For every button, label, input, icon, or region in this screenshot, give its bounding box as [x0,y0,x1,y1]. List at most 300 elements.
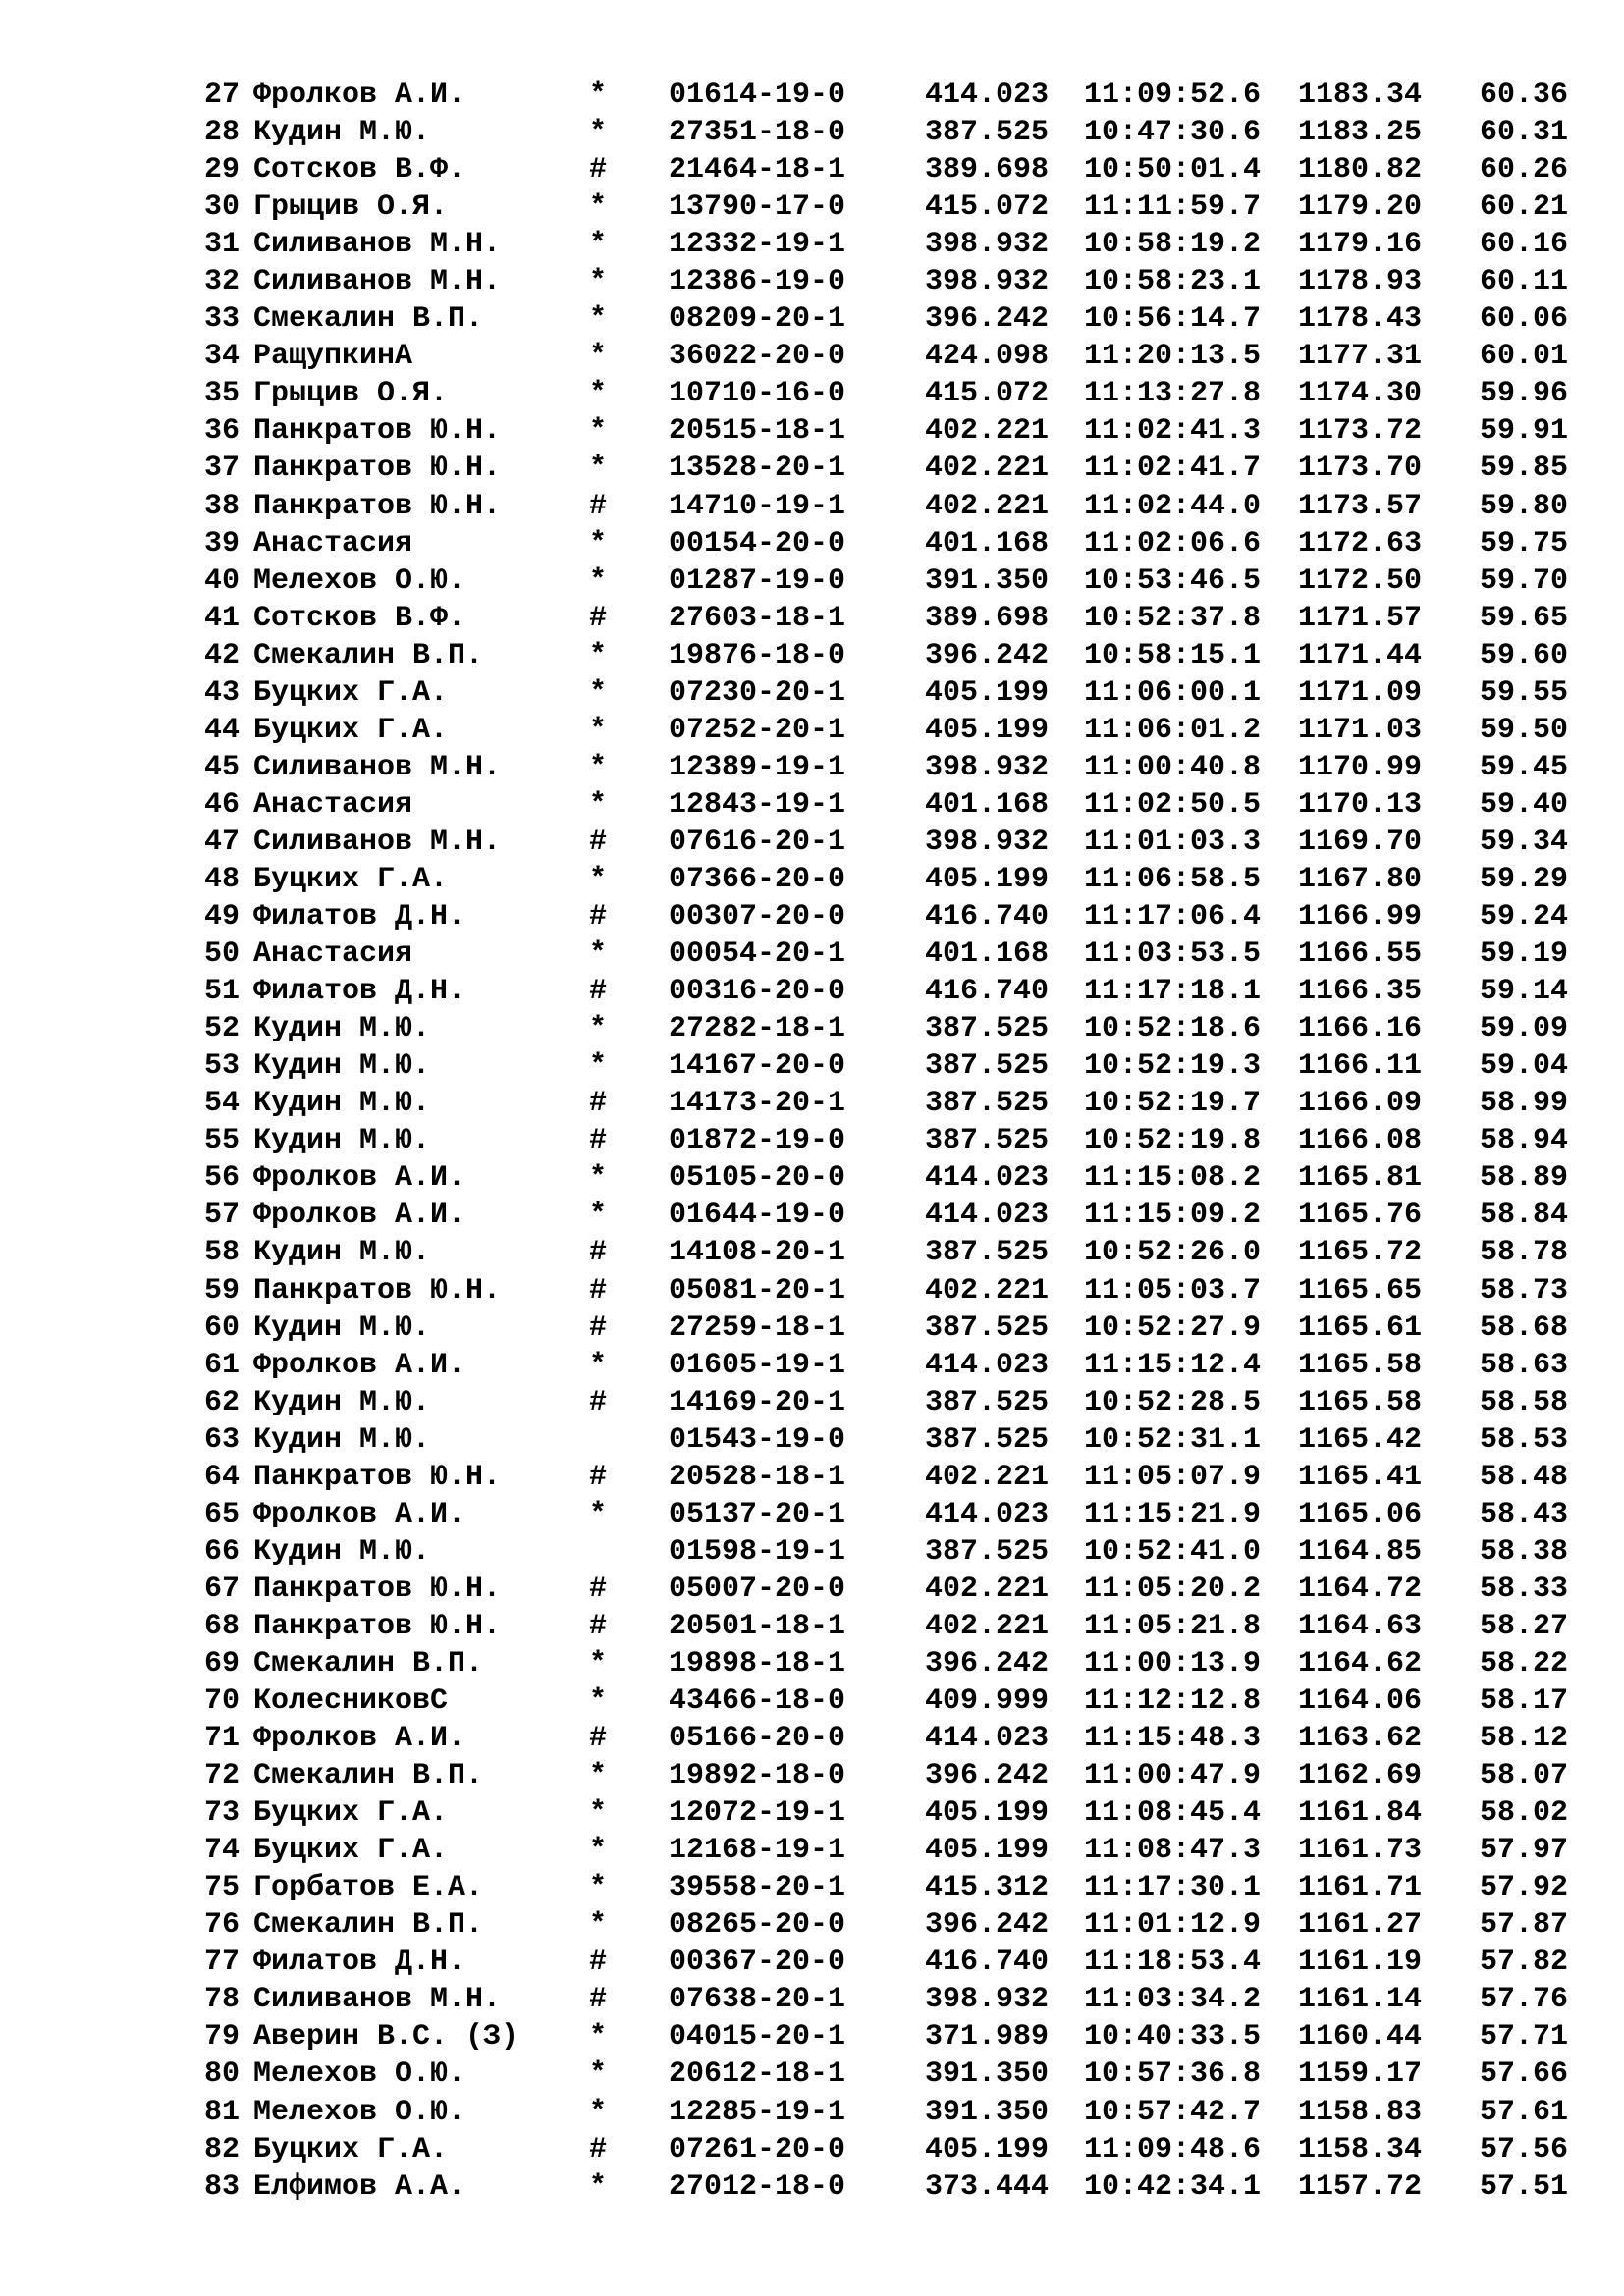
ring-number: 01287-19-0 [669,563,846,598]
distance-value: 424.098 [925,340,1050,374]
arrival-time: 11:02:06.6 [1084,526,1262,561]
distance-value: 387.525 [925,1124,1050,1158]
distance-value: 414.023 [925,1722,1050,1756]
entry-mark: * [589,787,608,822]
fancier-name: Мелехов О.Ю. [253,2095,466,2129]
arrival-time: 11:17:30.1 [1084,1871,1262,1905]
distance-value: 387.525 [925,1422,1050,1457]
position-number: 74 [203,1834,240,1868]
speed-value: 1172.63 [1298,526,1423,561]
ring-number: 00316-20-0 [669,975,846,1009]
ring-number: 19892-18-0 [669,1759,846,1793]
ring-number: 08209-20-1 [669,302,846,337]
fancier-name: Панкратов Ю.Н. [253,1460,502,1494]
arrival-time: 11:02:50.5 [1084,787,1262,822]
arrival-time: 10:52:19.8 [1084,1124,1262,1158]
fancier-name: Мелехов О.Ю. [253,2057,466,2092]
position-number: 76 [203,1908,240,1943]
speed-value: 1171.09 [1298,675,1423,710]
ring-number: 01543-19-0 [669,1422,846,1457]
arrival-time: 10:52:19.7 [1084,1087,1262,1121]
distance-value: 396.242 [925,1759,1050,1793]
arrival-time: 11:17:18.1 [1084,975,1262,1009]
speed-value: 1165.81 [1298,1161,1423,1196]
points-value: 59.75 [1480,526,1569,561]
position-number: 38 [203,489,240,523]
speed-value: 1166.35 [1298,975,1423,1009]
entry-mark: # [589,1609,608,1643]
arrival-time: 11:03:34.2 [1084,1983,1262,2017]
speed-value: 1166.08 [1298,1124,1423,1158]
ring-number: 05166-20-0 [669,1722,846,1756]
fancier-name: Аверин В.С. (З) [253,2020,519,2055]
arrival-time: 11:05:20.2 [1084,1572,1262,1606]
position-number: 75 [203,1871,240,1905]
fancier-name: Сотсков В.Ф. [253,601,466,635]
entry-mark: * [589,526,608,561]
entry-mark: * [589,713,608,747]
arrival-time: 11:18:53.4 [1084,1946,1262,1980]
position-number: 80 [203,2057,240,2092]
entry-mark: * [589,1497,608,1531]
arrival-time: 11:01:12.9 [1084,1908,1262,1943]
arrival-time: 10:52:26.0 [1084,1236,1262,1270]
ring-number: 14710-19-1 [669,489,846,523]
ring-number: 14167-20-0 [669,1049,846,1084]
speed-value: 1177.31 [1298,340,1423,374]
points-value: 59.19 [1480,937,1569,972]
entry-mark: * [589,2169,608,2204]
ring-number: 08265-20-0 [669,1908,846,1943]
arrival-time: 11:08:47.3 [1084,1834,1262,1868]
fancier-name: Кудин М.Ю. [253,1236,431,1270]
distance-value: 402.221 [925,1609,1050,1643]
position-number: 79 [203,2020,240,2055]
ring-number: 05007-20-0 [669,1572,846,1606]
distance-value: 415.072 [925,190,1050,225]
points-value: 59.50 [1480,713,1569,747]
fancier-name: Кудин М.Ю. [253,1534,431,1569]
distance-value: 414.023 [925,1199,1050,1233]
position-number: 66 [203,1534,240,1569]
arrival-time: 11:02:41.7 [1084,452,1262,486]
entry-mark: * [589,1796,608,1831]
points-value: 60.06 [1480,302,1569,337]
points-value: 58.84 [1480,1199,1569,1233]
entry-mark: * [589,1908,608,1943]
distance-value: 409.999 [925,1684,1050,1719]
entry-mark: * [589,1684,608,1719]
points-value: 59.45 [1480,750,1569,784]
position-number: 72 [203,1759,240,1793]
position-number: 65 [203,1497,240,1531]
position-number: 57 [203,1199,240,1233]
points-value: 60.26 [1480,153,1569,187]
arrival-time: 11:15:12.4 [1084,1348,1262,1382]
position-number: 32 [203,265,240,299]
fancier-name: Панкратов Ю.Н. [253,1273,502,1308]
ring-number: 12168-19-1 [669,1834,846,1868]
points-value: 58.94 [1480,1124,1569,1158]
ring-number: 36022-20-0 [669,340,846,374]
entry-mark: # [589,1273,608,1308]
ring-number: 05137-20-1 [669,1497,846,1531]
ring-number: 14173-20-1 [669,1087,846,1121]
distance-value: 387.525 [925,1385,1050,1419]
fancier-name: Силиванов М.Н. [253,228,502,262]
position-number: 58 [203,1236,240,1270]
arrival-time: 11:11:59.7 [1084,190,1262,225]
speed-value: 1165.42 [1298,1422,1423,1457]
position-number: 45 [203,750,240,784]
speed-value: 1165.58 [1298,1385,1423,1419]
points-value: 59.34 [1480,825,1569,859]
ring-number: 19876-18-0 [669,638,846,672]
points-value: 58.78 [1480,1236,1569,1270]
distance-value: 387.525 [925,1310,1050,1345]
points-value: 57.56 [1480,2132,1569,2166]
points-value: 57.61 [1480,2095,1569,2129]
entry-mark: * [589,2095,608,2129]
points-value: 58.99 [1480,1087,1569,1121]
points-value: 57.71 [1480,2020,1569,2055]
position-number: 71 [203,1722,240,1756]
fancier-name: Панкратов Ю.Н. [253,1572,502,1606]
speed-value: 1166.11 [1298,1049,1423,1084]
points-value: 59.29 [1480,862,1569,896]
ring-number: 12332-19-1 [669,228,846,262]
fancier-name: Буцких Г.А. [253,2132,449,2166]
entry-mark: * [589,377,608,411]
speed-value: 1178.43 [1298,302,1423,337]
fancier-name: Елфимов А.А. [253,2169,466,2204]
distance-value: 416.740 [925,975,1050,1009]
distance-value: 416.740 [925,900,1050,934]
points-value: 57.66 [1480,2057,1569,2092]
ring-number: 12285-19-1 [669,2095,846,2129]
position-number: 62 [203,1385,240,1419]
position-number: 83 [203,2169,240,2204]
position-number: 40 [203,563,240,598]
entry-mark: * [589,190,608,225]
speed-value: 1159.17 [1298,2057,1423,2092]
speed-value: 1183.34 [1298,79,1423,112]
entry-mark: * [589,1199,608,1233]
entry-mark: # [589,1236,608,1270]
points-value: 59.09 [1480,1012,1569,1046]
ring-number: 12386-19-0 [669,265,846,299]
points-value: 58.38 [1480,1534,1569,1569]
arrival-time: 11:00:47.9 [1084,1759,1262,1793]
distance-value: 414.023 [925,1348,1050,1382]
speed-value: 1165.58 [1298,1348,1423,1382]
distance-value: 391.350 [925,2095,1050,2129]
speed-value: 1158.34 [1298,2132,1423,2166]
position-number: 53 [203,1049,240,1084]
ring-number: 20501-18-1 [669,1609,846,1643]
fancier-name: Смекалин В.П. [253,1646,484,1681]
points-value: 60.36 [1480,79,1569,112]
arrival-time: 11:08:45.4 [1084,1796,1262,1831]
points-value: 59.14 [1480,975,1569,1009]
entry-mark: # [589,975,608,1009]
distance-value: 405.199 [925,1834,1050,1868]
distance-value: 398.932 [925,1983,1050,2017]
entry-mark: # [589,1124,608,1158]
fancier-name: РащупкинА [253,340,413,374]
points-value: 58.73 [1480,1273,1569,1308]
arrival-time: 10:57:42.7 [1084,2095,1262,2129]
points-value: 59.60 [1480,638,1569,672]
fancier-name: Анастасия [253,937,413,972]
points-value: 58.68 [1480,1310,1569,1345]
fancier-name: Буцких Г.А. [253,862,449,896]
speed-value: 1166.16 [1298,1012,1423,1046]
speed-value: 1161.14 [1298,1983,1423,2017]
position-number: 31 [203,228,240,262]
distance-value: 414.023 [925,79,1050,112]
distance-value: 398.932 [925,750,1050,784]
entry-mark: # [589,153,608,187]
ring-number: 27351-18-0 [669,116,846,150]
fancier-name: Смекалин В.П. [253,1908,484,1943]
ring-number: 12072-19-1 [669,1796,846,1831]
ring-number: 05105-20-0 [669,1161,846,1196]
position-number: 61 [203,1348,240,1382]
position-number: 36 [203,414,240,449]
arrival-time: 11:05:21.8 [1084,1609,1262,1643]
fancier-name: Анастасия [253,787,413,822]
entry-mark: * [589,265,608,299]
entry-mark: # [589,1983,608,2017]
position-number: 48 [203,862,240,896]
position-number: 28 [203,116,240,150]
speed-value: 1171.44 [1298,638,1423,672]
fancier-name: Буцких Г.А. [253,675,449,710]
points-value: 59.04 [1480,1049,1569,1084]
distance-value: 416.740 [925,1946,1050,1980]
fancier-name: Грыцив О.Я. [253,377,449,411]
points-value: 57.76 [1480,1983,1569,2017]
speed-value: 1164.62 [1298,1646,1423,1681]
points-value: 59.40 [1480,787,1569,822]
points-value: 57.97 [1480,1834,1569,1868]
entry-mark: # [589,900,608,934]
distance-value: 387.525 [925,116,1050,150]
fancier-name: Филатов Д.Н. [253,900,466,934]
fancier-name: Фролков А.И. [253,1497,466,1531]
position-number: 54 [203,1087,240,1121]
entry-mark: * [589,302,608,337]
points-value: 60.21 [1480,190,1569,225]
entry-mark: * [589,340,608,374]
points-value: 59.85 [1480,452,1569,486]
ring-number: 27259-18-1 [669,1310,846,1345]
entry-mark: # [589,2132,608,2166]
arrival-time: 11:17:06.4 [1084,900,1262,934]
speed-value: 1157.72 [1298,2169,1423,2204]
speed-value: 1170.13 [1298,787,1423,822]
position-number: 50 [203,937,240,972]
points-value: 58.17 [1480,1684,1569,1719]
points-value: 59.70 [1480,563,1569,598]
speed-value: 1172.50 [1298,563,1423,598]
points-value: 58.33 [1480,1572,1569,1606]
speed-value: 1166.09 [1298,1087,1423,1121]
arrival-time: 10:58:15.1 [1084,638,1262,672]
fancier-name: Смекалин В.П. [253,638,484,672]
ring-number: 27012-18-0 [669,2169,846,2204]
ring-number: 20612-18-1 [669,2057,846,2092]
distance-value: 405.199 [925,2132,1050,2166]
fancier-name: КолесниковС [253,1684,449,1719]
distance-value: 398.932 [925,265,1050,299]
fancier-name: Мелехов О.Ю. [253,563,466,598]
arrival-time: 10:52:27.9 [1084,1310,1262,1345]
ring-number: 13790-17-0 [669,190,846,225]
distance-value: 396.242 [925,638,1050,672]
arrival-time: 10:57:36.8 [1084,2057,1262,2092]
position-number: 81 [203,2095,240,2129]
entry-mark: * [589,414,608,449]
points-value: 57.92 [1480,1871,1569,1905]
position-number: 44 [203,713,240,747]
speed-value: 1179.20 [1298,190,1423,225]
distance-value: 371.989 [925,2020,1050,2055]
position-number: 69 [203,1646,240,1681]
fancier-name: Буцких Г.А. [253,1796,449,1831]
points-value: 58.27 [1480,1609,1569,1643]
entry-mark: * [589,638,608,672]
position-number: 73 [203,1796,240,1831]
points-value: 60.11 [1480,265,1569,299]
arrival-time: 11:06:01.2 [1084,713,1262,747]
position-number: 27 [203,79,240,112]
entry-mark: * [589,750,608,784]
speed-value: 1171.03 [1298,713,1423,747]
position-number: 59 [203,1273,240,1308]
points-value: 58.02 [1480,1796,1569,1831]
entry-mark: # [589,1572,608,1606]
entry-mark: * [589,1049,608,1084]
entry-mark: * [589,2020,608,2055]
points-value: 59.91 [1480,414,1569,449]
position-number: 51 [203,975,240,1009]
arrival-time: 11:06:58.5 [1084,862,1262,896]
fancier-name: Кудин М.Ю. [253,1310,431,1345]
ring-number: 00307-20-0 [669,900,846,934]
distance-value: 402.221 [925,489,1050,523]
ring-number: 14169-20-1 [669,1385,846,1419]
position-number: 64 [203,1460,240,1494]
distance-value: 405.199 [925,1796,1050,1831]
speed-value: 1165.65 [1298,1273,1423,1308]
points-value: 57.82 [1480,1946,1569,1980]
ring-number: 01644-19-0 [669,1199,846,1233]
arrival-time: 10:52:18.6 [1084,1012,1262,1046]
distance-value: 405.199 [925,862,1050,896]
speed-value: 1179.16 [1298,228,1423,262]
distance-value: 402.221 [925,414,1050,449]
points-value: 58.48 [1480,1460,1569,1494]
points-value: 58.07 [1480,1759,1569,1793]
fancier-name: Кудин М.Ю. [253,1422,431,1457]
ring-number: 01605-19-1 [669,1348,846,1382]
position-number: 37 [203,452,240,486]
distance-value: 414.023 [925,1161,1050,1196]
position-number: 78 [203,1983,240,2017]
arrival-time: 11:15:21.9 [1084,1497,1262,1531]
arrival-time: 11:15:48.3 [1084,1722,1262,1756]
distance-value: 415.312 [925,1871,1050,1905]
ring-number: 13528-20-1 [669,452,846,486]
fancier-name: Кудин М.Ю. [253,1087,431,1121]
arrival-time: 11:03:53.5 [1084,937,1262,972]
arrival-time: 10:52:41.0 [1084,1534,1262,1569]
ring-number: 39558-20-1 [669,1871,846,1905]
speed-value: 1161.73 [1298,1834,1423,1868]
speed-value: 1166.99 [1298,900,1423,934]
distance-value: 389.698 [925,153,1050,187]
fancier-name: Филатов Д.Н. [253,1946,466,1980]
arrival-time: 10:52:37.8 [1084,601,1262,635]
entry-mark: * [589,1161,608,1196]
points-value: 58.89 [1480,1161,1569,1196]
ring-number: 07261-20-0 [669,2132,846,2166]
distance-value: 387.525 [925,1012,1050,1046]
position-number: 30 [203,190,240,225]
arrival-time: 11:09:52.6 [1084,79,1262,112]
speed-value: 1169.70 [1298,825,1423,859]
distance-value: 402.221 [925,452,1050,486]
arrival-time: 10:42:34.1 [1084,2169,1262,2204]
fancier-name: Панкратов Ю.Н. [253,1609,502,1643]
distance-value: 398.932 [925,825,1050,859]
arrival-time: 11:05:03.7 [1084,1273,1262,1308]
position-number: 82 [203,2132,240,2166]
distance-value: 401.168 [925,937,1050,972]
position-number: 68 [203,1609,240,1643]
entry-mark: * [589,937,608,972]
distance-value: 387.525 [925,1534,1050,1569]
ring-number: 07366-20-0 [669,862,846,896]
arrival-time: 11:02:41.3 [1084,414,1262,449]
speed-value: 1183.25 [1298,116,1423,150]
points-value: 57.51 [1480,2169,1569,2204]
fancier-name: Анастасия [253,526,413,561]
ring-number: 27603-18-1 [669,601,846,635]
ring-number: 20515-18-1 [669,414,846,449]
position-number: 49 [203,900,240,934]
entry-mark: * [589,563,608,598]
entry-mark: * [589,79,608,112]
distance-value: 402.221 [925,1572,1050,1606]
arrival-time: 11:05:07.9 [1084,1460,1262,1494]
distance-value: 396.242 [925,302,1050,337]
entry-mark: * [589,1871,608,1905]
speed-value: 1174.30 [1298,377,1423,411]
arrival-time: 11:12:12.8 [1084,1684,1262,1719]
entry-mark: # [589,1460,608,1494]
speed-value: 1180.82 [1298,153,1423,187]
arrival-time: 11:09:48.6 [1084,2132,1262,2166]
fancier-name: Фролков А.И. [253,79,466,112]
speed-value: 1164.72 [1298,1572,1423,1606]
points-value: 58.12 [1480,1722,1569,1756]
distance-value: 396.242 [925,1908,1050,1943]
fancier-name: Фролков А.И. [253,1722,466,1756]
entry-mark: # [589,1385,608,1419]
